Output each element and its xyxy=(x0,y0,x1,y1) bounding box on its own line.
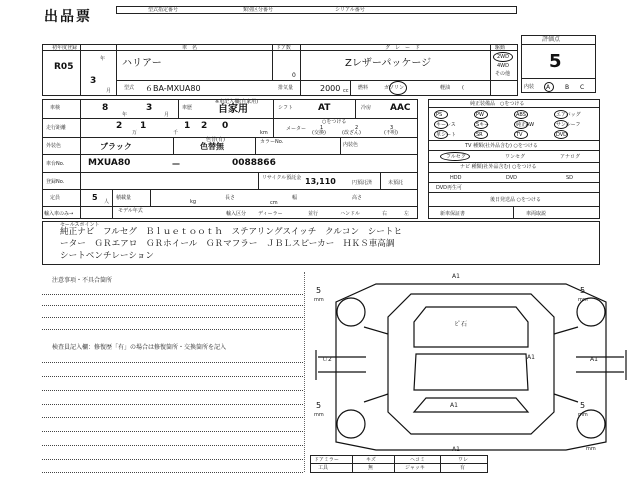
inspection-label: 車検 xyxy=(50,105,61,111)
reg-no-label: 登録No. xyxy=(46,179,65,185)
notes-label: 注意事項・不具合箇所 xyxy=(52,277,113,284)
drive-other: その他 xyxy=(495,71,511,77)
meter-opt-1: 1 xyxy=(320,125,324,131)
manual-label: 車両取説 xyxy=(526,211,547,217)
color-no-label: カラーNo. xyxy=(260,139,284,145)
interior-opt-a: A xyxy=(546,84,551,91)
grade: Zレザーパッケージ xyxy=(345,58,432,69)
legend-h1: ドアミラー xyxy=(314,457,339,463)
height-label: 高さ xyxy=(352,195,363,201)
meter-opt-name-2: (改ざん) xyxy=(342,130,361,136)
fuel-label: 燃料 xyxy=(358,85,369,91)
recycle-amount: 13,110 xyxy=(305,177,336,186)
meter-opt-2: 2 xyxy=(355,125,359,131)
tread-rear-right: 5 xyxy=(580,401,586,410)
shift-label: シフト xyxy=(278,105,294,111)
import-label: 輸入車のみ→ xyxy=(44,211,74,217)
sales-point-line-2: ーター ＧＲエアロ ＧＲホイール ＧＲマフラー ＪＢＬスピーカー ＨＫＳ車高調 xyxy=(60,239,395,249)
usage-header: ※車記入欄(自家用) xyxy=(215,99,259,105)
interior-opt-b: B xyxy=(565,84,570,91)
tv-type-label: TV 種類(社外品含む) ○をつける xyxy=(465,143,538,149)
chassis-number: 0088866 xyxy=(232,158,276,168)
displacement: 2000 xyxy=(320,84,341,93)
capacity-label: 定員 xyxy=(50,195,61,201)
model-label: 型式 xyxy=(124,85,135,91)
meter-opt-3: 3 xyxy=(390,125,394,131)
mileage-suffix-sen: 千 xyxy=(173,130,179,136)
legend-r3: ジャッキ xyxy=(405,465,425,471)
tread-extra-unit: mm xyxy=(586,446,596,452)
diag-mark-rear-center: A1 xyxy=(527,354,535,361)
inspector-label: 検査員記入欄：修復歴「有」の場合は修復箇所・交換箇所を記入 xyxy=(52,344,227,351)
tread-rear-left-unit: mm xyxy=(314,412,324,418)
exterior-color: ブラック xyxy=(100,142,132,151)
inspection-year: 8 xyxy=(102,103,109,113)
handle-right: 右 xyxy=(382,211,388,217)
interior-opt-c: C xyxy=(580,84,585,91)
dvd-playback-label: DVD再生可 xyxy=(436,185,463,191)
recycle-unpaid: 未預託 xyxy=(388,180,404,186)
diag-mark-roof: ﾋﾟ石 xyxy=(455,321,468,328)
tread-front-left: 5 xyxy=(316,286,322,295)
load-label: 積載量 xyxy=(116,195,132,201)
legend-r2: 無 xyxy=(368,465,374,471)
equipment-option: キーレス xyxy=(436,122,456,128)
recycle-label: リサイクル預託金 xyxy=(262,175,302,181)
equipment-option: DVD xyxy=(556,132,568,138)
load-unit: kg xyxy=(190,199,197,205)
score-label: 評価点 xyxy=(542,36,561,43)
equipment-option: 革シート xyxy=(436,132,457,138)
diag-mark-bottom: A1 xyxy=(452,446,460,453)
navi-dvd: DVD xyxy=(506,175,518,181)
handle-left: 左 xyxy=(404,211,410,217)
fuel-diesel: 軽油 xyxy=(440,85,451,91)
fuel-other: ( xyxy=(462,85,464,91)
tv-analog: アナログ xyxy=(560,154,581,160)
length-label: 長さ xyxy=(225,195,236,201)
sales-point-line-1: 純正ナビ フルセグ Ｂｌｕｅｔｏｏｔｈ ステアリングスイッチ クルコン シートヒ xyxy=(60,227,403,237)
tread-front-right: 5 xyxy=(580,286,586,295)
navi-hdd: HDD xyxy=(450,175,462,181)
warranty-label: 新車保証書 xyxy=(440,211,466,217)
score-value: 5 xyxy=(549,51,562,72)
ac-value: AAC xyxy=(390,103,411,113)
first-reg-month: 3 xyxy=(90,76,97,86)
mileage-digit-1: 2 xyxy=(116,121,123,131)
equipment-option: Sキー xyxy=(476,122,490,128)
ac-label: 冷房 xyxy=(361,105,372,111)
door-label: ドア数 xyxy=(276,45,291,51)
diag-mark-rear-left: A1 xyxy=(450,402,458,409)
usage-value: 自家用 xyxy=(218,104,248,115)
exterior-color-label: 外装色 xyxy=(46,143,62,149)
equipment-option: TV xyxy=(516,132,523,138)
equipment-option: ABS xyxy=(516,112,526,118)
model-code: ６BA-MXUA80 xyxy=(145,84,201,93)
drive-label: 駆動 xyxy=(495,45,506,51)
car-name: ハリアー xyxy=(122,58,162,69)
legend-r4: 有 xyxy=(460,465,466,471)
equipment-option: サンルーフ xyxy=(556,122,581,128)
inspection-year-unit: 年 xyxy=(122,112,128,118)
import-parallel: 並行 xyxy=(308,211,319,217)
sheet-title: 出品票 xyxy=(44,9,92,25)
handle-label: ハンドル xyxy=(340,211,361,217)
sales-point-label: セールスポイント xyxy=(60,222,100,228)
drive-4wd: 4WD xyxy=(497,63,509,69)
mileage-suffix-man: 万 xyxy=(132,130,138,136)
recycle-paid: 円預託済 xyxy=(352,180,373,186)
capacity-unit: 人 xyxy=(104,199,110,205)
serial-number-label: シリアル番号 xyxy=(335,7,365,13)
color-change-label: 色替(有) xyxy=(206,137,225,143)
legend-h3: ヘコミ xyxy=(410,457,426,463)
displacement-label: 排気量 xyxy=(278,85,294,91)
equipment-option: SR xyxy=(476,132,483,138)
equipment-option: PW xyxy=(476,112,484,118)
tread-rear-right-unit: mm xyxy=(578,412,588,418)
keys-label: 後日発送品 ○をつける xyxy=(490,197,541,203)
mileage-digit-2: 1 xyxy=(140,121,147,131)
model-year-label: モデル年式 xyxy=(118,208,143,214)
first-reg-label: 初年度登録 xyxy=(52,45,78,51)
tread-front-left-unit: mm xyxy=(314,297,324,303)
inspection-month-unit: 月 xyxy=(164,112,170,118)
diag-mark-top: A1 xyxy=(452,273,460,280)
fuel-gasoline: ガソリン xyxy=(384,85,405,91)
mileage-unit: km xyxy=(260,130,268,136)
tread-front-right-unit: mm xyxy=(578,297,588,303)
year-unit: 年 xyxy=(100,56,106,62)
legend-h2: キズ xyxy=(366,457,376,463)
grade-label: グ レ ー ド xyxy=(385,45,421,51)
first-reg-era: R05 xyxy=(54,62,74,72)
capacity-value: 5 xyxy=(92,193,98,202)
legend-h4: ワレ xyxy=(458,457,469,463)
drive-2wd: 2WD xyxy=(497,54,509,60)
tv-fullseg: フルセグ xyxy=(446,154,466,160)
chassis-dash: — xyxy=(172,159,180,168)
mileage-digit-5: 0 xyxy=(222,121,229,131)
mileage-digit-4: 2 xyxy=(201,121,208,131)
sales-point-line-3: シートベンチレーション xyxy=(60,251,155,261)
import-dealer: ディーラー xyxy=(258,211,283,217)
inspection-month: 3 xyxy=(146,103,153,113)
color-change: 色替無 xyxy=(200,142,224,151)
category-number-label: 類別区分番号 xyxy=(243,7,274,13)
equipment-option: エアバッグ xyxy=(556,112,581,118)
chassis-label: 車台No. xyxy=(46,161,65,167)
type-designation-label: 型式指定番号 xyxy=(148,7,179,13)
interior-label: 内装 xyxy=(524,84,535,90)
month-unit: 月 xyxy=(106,88,112,94)
car-name-label: 車 名 xyxy=(182,45,198,51)
diag-mark-right: A1 xyxy=(590,356,598,363)
door-count: 0 xyxy=(292,72,296,79)
interior-color-label: 内装色 xyxy=(343,142,359,148)
equipment-option: 純正AW xyxy=(516,122,535,128)
legend-r1: 工具 xyxy=(318,465,329,471)
usage-label: 車歴 xyxy=(182,105,193,111)
mileage-label: 走行距離 xyxy=(46,125,67,131)
navi-type-label: ナビ 種類(社外品含む) ○をつける xyxy=(460,164,537,170)
diag-mark-left: Ｕ2 xyxy=(322,356,332,363)
meter-opt-name-1: (交換) xyxy=(312,130,326,136)
cc-unit: cc xyxy=(343,88,349,94)
navi-sd: SD xyxy=(566,175,574,181)
meter-label: メーター xyxy=(286,126,307,132)
meter-opt-name-3: (不明) xyxy=(384,130,398,136)
tv-oneseg: ワンセグ xyxy=(505,154,526,160)
tread-rear-left: 5 xyxy=(316,401,322,410)
equipment-header: 純正装備品 ○をつける xyxy=(470,101,525,107)
import-type-label: 輸入区分 xyxy=(226,211,247,217)
chassis-prefix: MXUA80 xyxy=(88,158,131,168)
length-unit: cm xyxy=(270,200,278,206)
mileage-digit-3: 1 xyxy=(184,121,191,131)
equipment-option: PS xyxy=(436,112,443,118)
width-label: 幅 xyxy=(292,195,298,201)
shift-value: AT xyxy=(318,103,331,113)
meter-header: ○をつける xyxy=(322,119,347,125)
